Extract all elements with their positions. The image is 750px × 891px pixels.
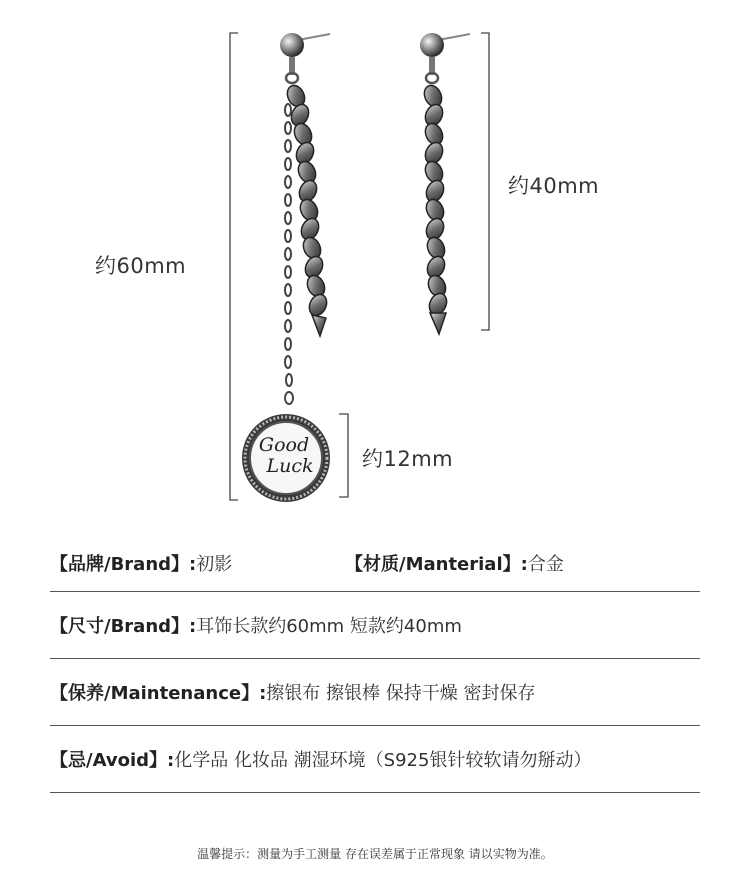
short-thick-chain: [421, 83, 450, 334]
brand-value: 初影: [196, 554, 233, 575]
material-value: 合金: [527, 554, 564, 575]
short-dimension-bracket: [481, 33, 489, 330]
avoid-value: 化学品 化妆品 潮湿环境（S925银针较软请勿掰动）: [174, 750, 592, 771]
size-value: 耳饰长款约60mm 短款约40mm: [196, 616, 462, 637]
material-cell: [345, 550, 564, 576]
long-earring: [242, 33, 330, 502]
pendant-dimension-bracket: [339, 414, 348, 497]
spec-row-avoid: [50, 726, 700, 793]
pendant-size-label: 约12mm: [362, 447, 454, 471]
spec-row-maintenance: [50, 659, 700, 726]
spec-row-brand-material: [50, 535, 700, 592]
spec-table: [50, 535, 700, 793]
spec-row-size: [50, 592, 700, 659]
size-key: 【尺寸/Brand】:: [50, 616, 197, 637]
avoid-key: 【忌/Avoid】:: [50, 750, 175, 771]
long-length-label: 约60mm: [95, 254, 187, 278]
measurement-note: 温馨提示：测量为手工测量 存在误差属于正常现象 请以实物为准。: [197, 847, 553, 861]
short-length-label: 约40mm: [508, 174, 600, 198]
good-luck-pendant: [242, 414, 330, 502]
material-key: 【材质/Manterial】:: [345, 554, 528, 575]
thick-chain: [284, 83, 330, 336]
thin-chain: [285, 104, 293, 404]
maintenance-key: 【保养/Maintenance】:: [50, 683, 267, 704]
pendant-text-good: Good: [258, 434, 310, 456]
long-dimension-bracket: [230, 33, 238, 500]
pendant-text-luck: Luck: [266, 455, 314, 477]
maintenance-value: 擦银布 擦银棒 保持干燥 密封保存: [266, 683, 536, 704]
brand-key: 【品牌/Brand】:: [50, 554, 197, 575]
short-earring: [420, 33, 470, 334]
